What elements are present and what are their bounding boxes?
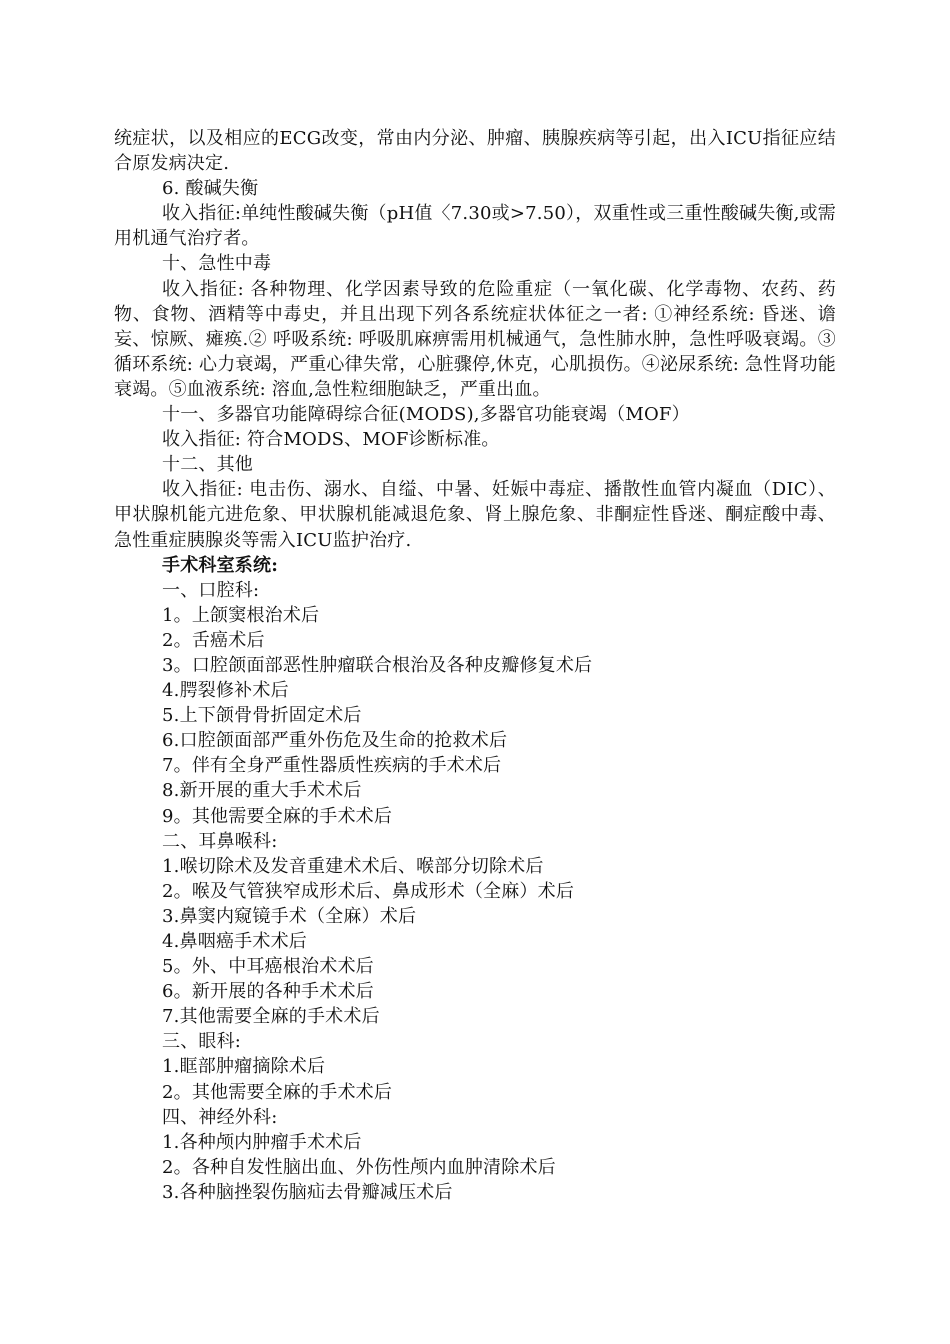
list-item: 2。其他需要全麻的手术术后 [162,1081,393,1103]
paragraph-poisoning-criteria: 收入指征: 各种物理、化学因素导致的危险重症（一氧化碳、化学毒物、农药、药物、食物、酒精等中毒史，并且出现下列各系统症状体征之一者: ①神经系统: 昏迷、谵妄、惊厥、瘫痪.② 呼吸系统: 呼吸肌麻痹需用机械通气，急性肺水肿，急性呼吸衰竭。③循环系统: 心力衰竭，严重心律失常，心脏骤停,休克，心肌损伤。④泌尿系统: 急性肾功能衰竭。⑤血液系统: 溶血,急性粒细胞缺乏，严重出血。 [114,278,836,400]
list-item: 3。口腔颌面部恶性肿瘤联合根治及各种皮瓣修复术后 [162,654,593,676]
heading-mods-mof: 十一、多器官功能障碍综合征(MODS),多器官功能衰竭（MOF） [162,404,690,426]
list-item: 2。舌癌术后 [162,629,265,651]
document-body [114,126,836,1205]
list-item: 5。外、中耳癌根治术术后 [162,956,374,978]
paragraph-endocrine-continuation: 统症状，以及相应的ECG改变，常由内分泌、肿瘤、胰腺疾病等引起，出入ICU指征应结合原发病决定. [114,128,836,175]
surgery-system-heading: 手术科室系统: [162,554,279,576]
list-item: 1.各种颅内肿瘤手术术后 [162,1131,362,1153]
list-item: 2。喉及气管狭窄成形术后、鼻成形术（全麻）术后 [162,880,575,902]
paragraph-acid-base-criteria: 收入指征:单纯性酸碱失衡（pH值〈7.30或>7.50），双重性或三重性酸碱失衡,或需用机通气治疗者。 [114,203,836,250]
paragraph-other-criteria: 收入指征: 电击伤、溺水、自缢、中暑、妊娠中毒症、播散性血管内凝血（DIC）、甲状腺机能亢进危象、甲状腺机能减退危象、肾上腺危象、非酮症性昏迷、酮症酸中毒、急性重症胰腺炎等需入ICU监护治疗. [114,479,836,551]
list-item: 2。各种自发性脑出血、外伤性颅内血肿清除术后 [162,1156,556,1178]
list-item: 3.各种脑挫裂伤脑疝去骨瓣减压术后 [162,1181,453,1203]
list-item: 6.口腔颌面部严重外伤危及生命的抢救术后 [162,730,508,752]
heading-acute-poisoning: 十、急性中毒 [162,253,272,275]
section-title-neurosurgery: 四、神经外科: [162,1106,278,1128]
section-title-ophthalmology: 三、眼科: [162,1031,242,1053]
list-item: 4.鼻咽癌手术术后 [162,931,307,952]
list-item: 1.喉切除术及发音重建术术后、喉部分切除术后 [162,855,544,877]
list-item: 3.鼻窦内窥镜手术（全麻）术后 [162,905,417,927]
list-item: 7.其他需要全麻的手术术后 [162,1006,380,1028]
list-item: 6。新开展的各种手术术后 [162,981,374,1003]
list-item: 1.眶部肿瘤摘除术后 [162,1056,326,1078]
section-title-stomatology: 一、口腔科: [162,579,260,601]
list-item: 7。伴有全身严重性器质性疾病的手术术后 [162,755,502,777]
list-item: 4.腭裂修补术后 [162,680,289,702]
heading-acid-base-imbalance: 6. 酸碱失衡 [162,178,259,200]
list-item: 1。上颌窦根治术后 [162,604,320,626]
list-item: 8.新开展的重大手术术后 [162,780,362,802]
list-item: 5.上下颌骨骨折固定术后 [162,705,362,727]
paragraph-mods-criteria: 收入指征: 符合MODS、MOF诊断标准。 [162,429,500,451]
section-title-ent: 二、耳鼻喉科: [162,830,278,852]
list-item: 9。其他需要全麻的手术术后 [162,805,393,827]
heading-other: 十二、其他 [162,454,253,476]
